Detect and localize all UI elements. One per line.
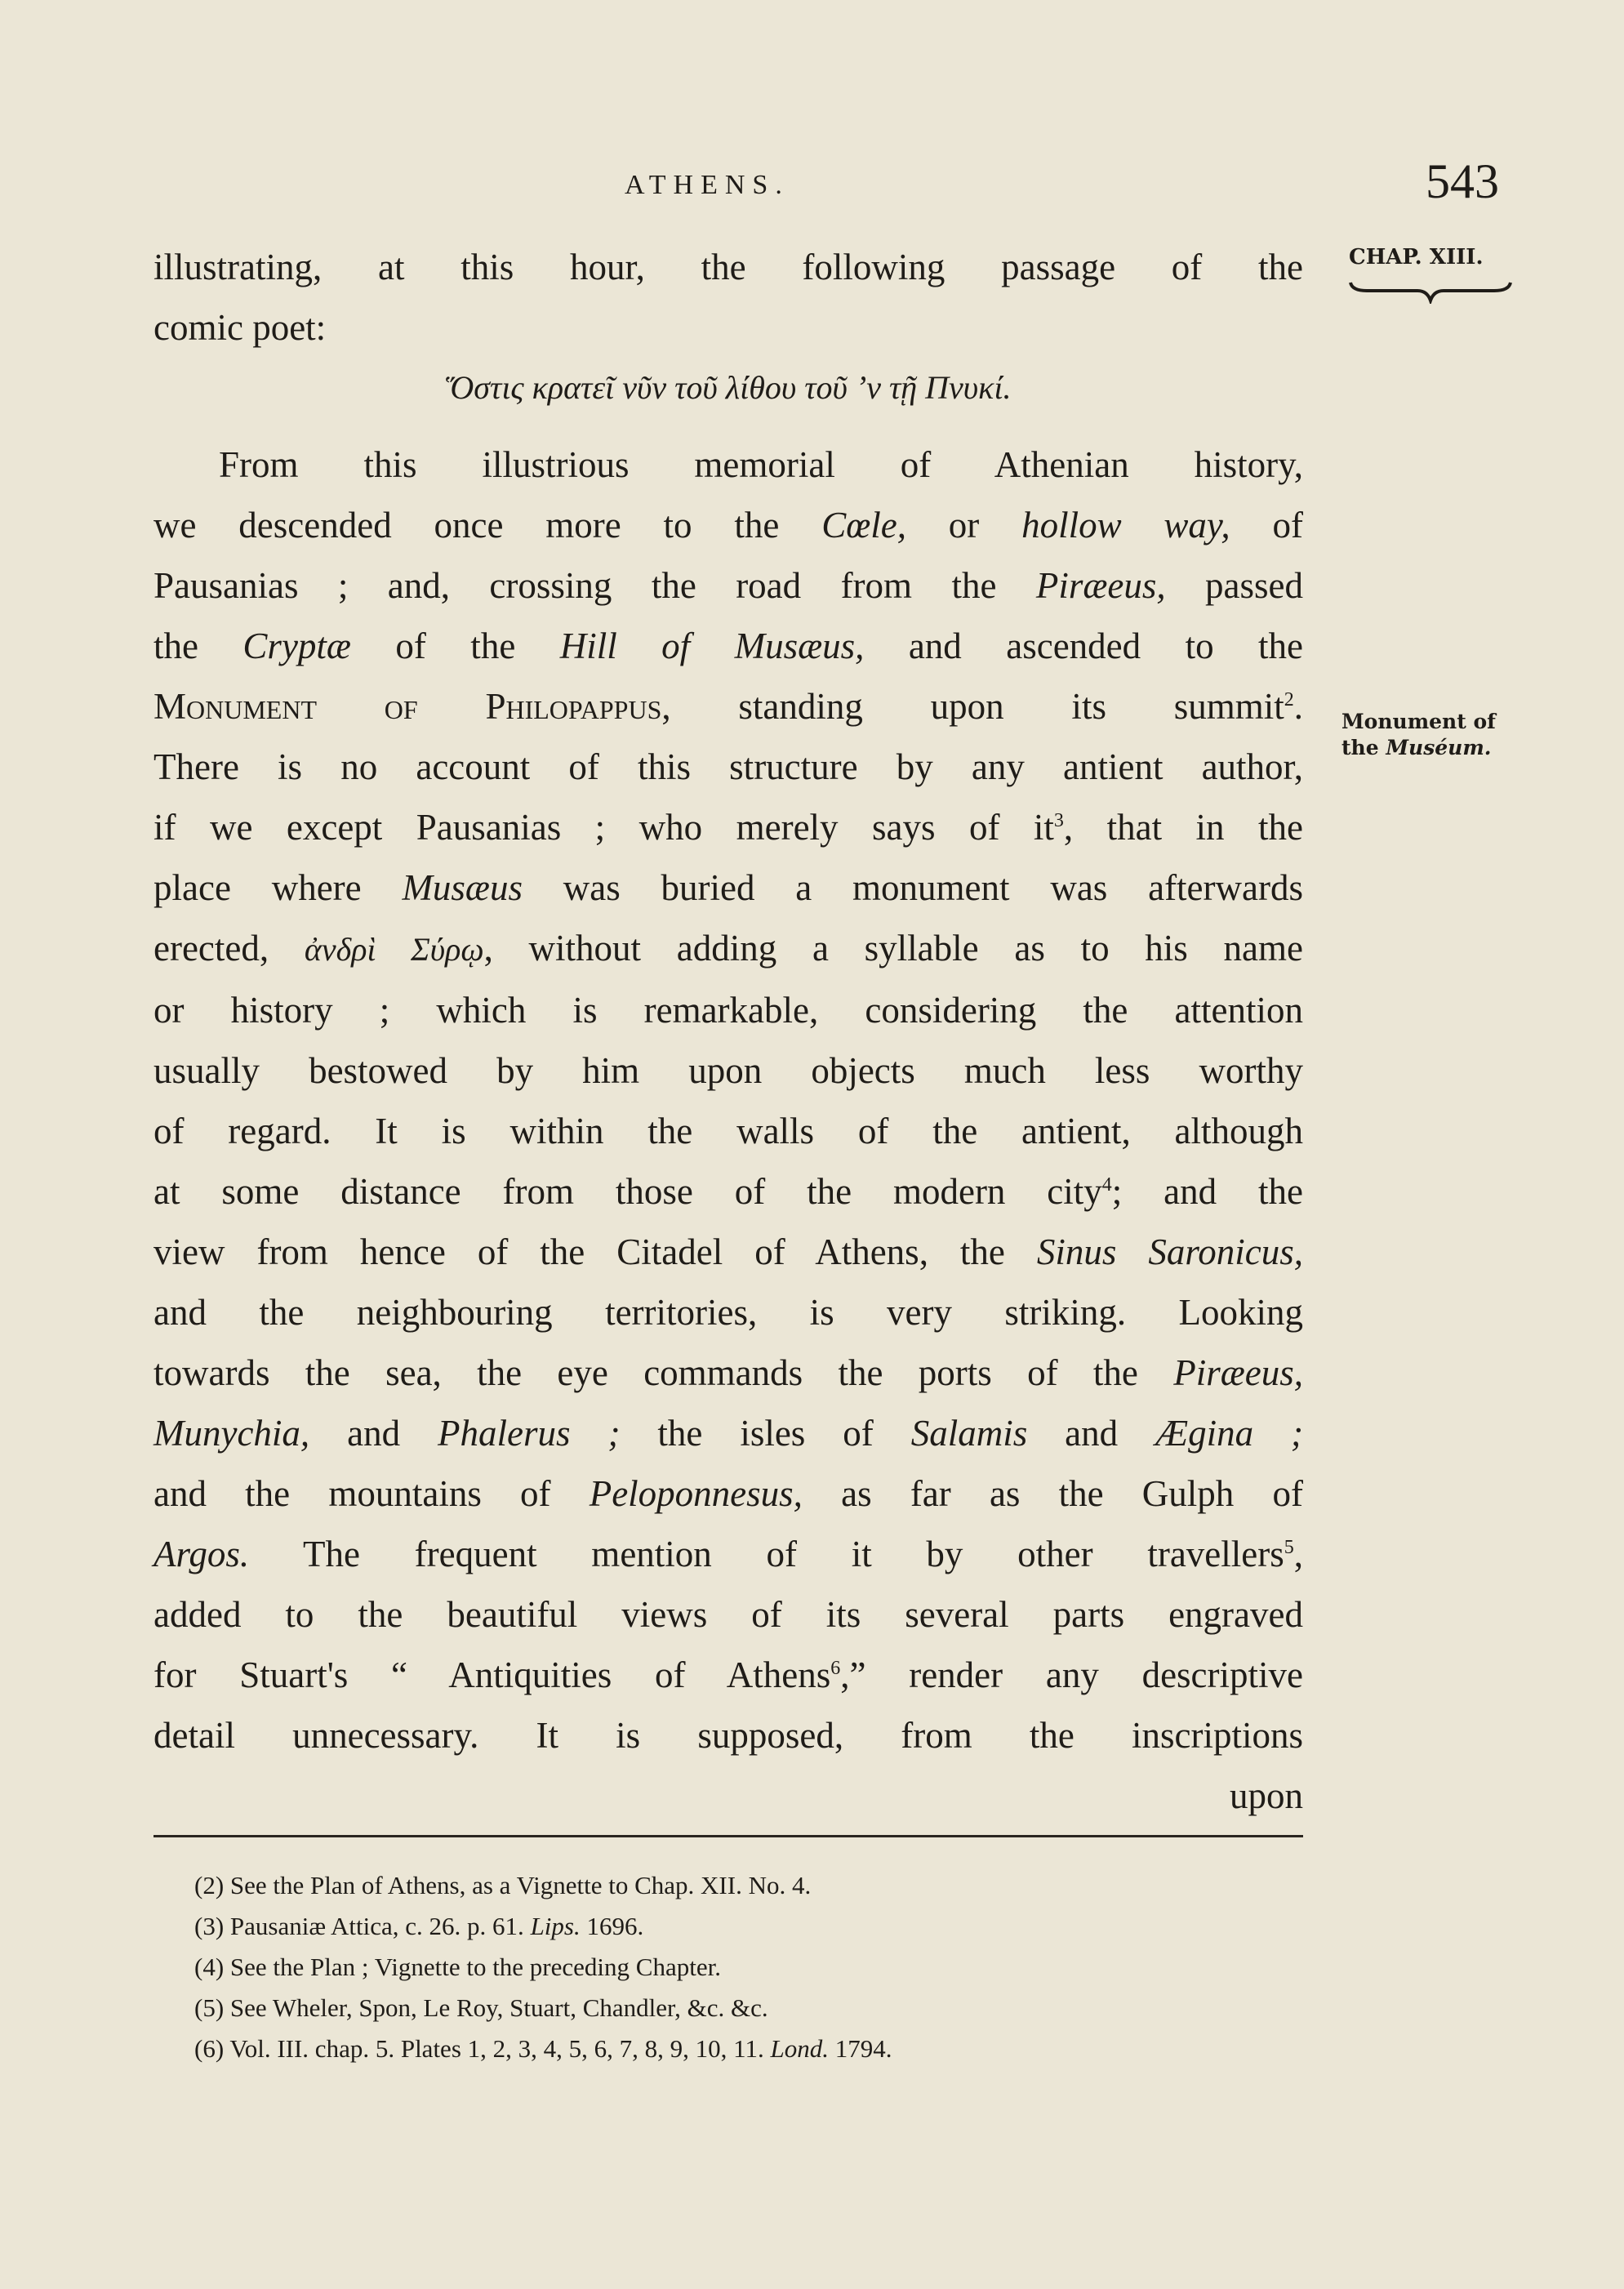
text-line: towards the sea, the eye commands the ports of the Piræeus, (154, 1352, 1303, 1393)
text-line: Argos. The frequent mention of it by other travellers$^5$, (154, 1534, 1303, 1574)
text-line: Pausanias ; and, crossing the road from the Piræeus, passed (154, 565, 1303, 606)
text-line: for Stuart's “ Antiquities of Athens$^6$,” render any descriptive (154, 1654, 1303, 1695)
greek-quotation: Ὅστις κρατεῖ νῦν τοῦ λίθου τοῦ ʼν τῇ Πνυκί. (445, 369, 1012, 406)
catchword: upon (1230, 1775, 1303, 1816)
text-line: detail unnecessary. It is supposed, from the inscriptions (154, 1715, 1303, 1756)
text-line: Monument of Philopappus, standing upon its summit$^2$. (154, 686, 1303, 727)
footnotes (194, 1865, 1256, 2069)
page-number: 543 (1426, 154, 1499, 208)
footnote-5: (5) See Wheler, Spon, Le Roy, Stuart, Chandler, &c. &c. (194, 1993, 768, 2022)
text-line: if we except Pausanias ; who merely says of $it^3$, that in the (154, 807, 1303, 848)
text-line: and the neighbouring territories, is very striking. Looking (154, 1292, 1303, 1333)
running-head-title: ATHENS. (625, 170, 790, 200)
text-line: we descended once more to the Cœle, or hollow way, of (154, 505, 1303, 546)
text-line: the Cryptæ of the Hill of Musæus, and ascended to the (154, 626, 1303, 666)
marginal-note-line2: the Muséum. (1341, 736, 1492, 759)
marginal-note-line1: Monument of (1341, 710, 1496, 733)
chapter-marginal-label: CHAP. XIII. (1349, 245, 1484, 269)
footnote-6: (6) Vol. III. chap. 5. Plates 1, 2, 3, 4, 5, 6, 7, 8, 9, 10, 11. Lond. 1794. (194, 2034, 892, 2063)
marginal-note (1341, 709, 1496, 761)
text-line: There is no account of this structure by any antient author, (154, 746, 1303, 787)
running-head (0, 154, 1624, 212)
text-line: usually bestowed by him upon objects much less worthy (154, 1050, 1303, 1091)
text-line: erected, ἀνδρὶ Σύρῳ, without adding a syllable as to his name (154, 928, 1303, 969)
text-line: at some distance from those of the modern city$^4$; and the (154, 1171, 1304, 1212)
body-text (154, 237, 1303, 1826)
text-line: place where Musæus was buried a monument was afterwards (154, 867, 1303, 908)
text-line: illustrating, at this hour, the following passage of the (154, 247, 1303, 287)
text-line: Munychia, and Phalerus ; the isles of Salamis and Ægina ; (154, 1413, 1303, 1454)
footnote-4: (4) See the Plan ; Vignette to the preceding Chapter. (194, 1953, 721, 1981)
text-line: comic poet: (154, 307, 327, 348)
text-line: of regard. It is within the walls of the antient, although (154, 1111, 1303, 1151)
text-line: view from hence of the Citadel of Athens, the Sinus Saronicus, (154, 1231, 1303, 1272)
text-line: and the mountains of Peloponnesus, as far as the Gulph of (154, 1473, 1303, 1514)
text-line: or history ; which is remarkable, considering the attention (154, 990, 1303, 1031)
footnote-2: (2) See the Plan of Athens, as a Vignette to Chap. XII. No. 4. (194, 1871, 812, 1899)
footnote-rule (154, 1835, 1303, 1837)
chapter-brace-icon (1349, 279, 1512, 304)
footnote-3: (3) Pausaniæ Attica, c. 26. p. 61. Lips. 1696. (194, 1912, 644, 1940)
text-line: added to the beautiful views of its several parts engraved (154, 1594, 1303, 1635)
paragraph-start: From this illustrious memorial of Athenian history, (219, 444, 1303, 485)
